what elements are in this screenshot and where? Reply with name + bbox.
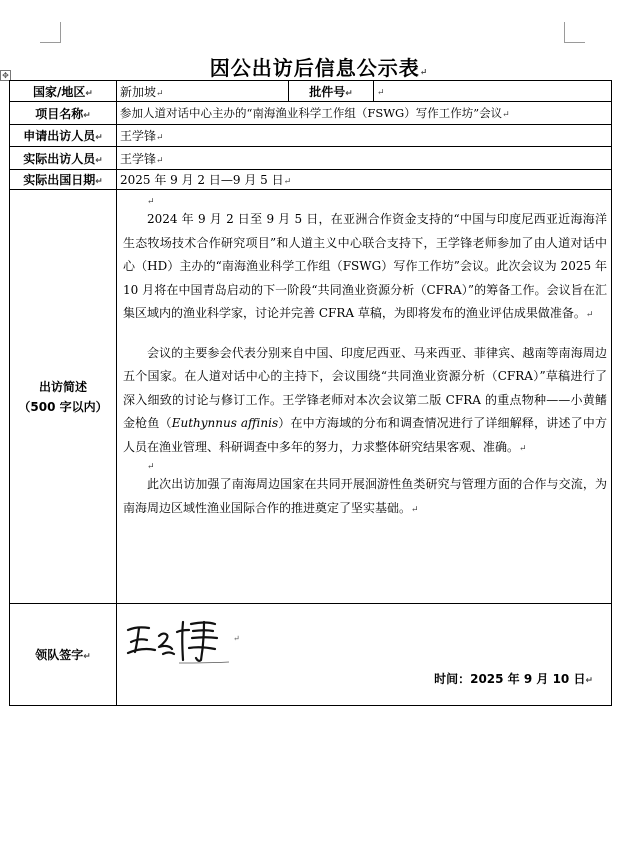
project-label: 项目名称↵ bbox=[10, 102, 117, 125]
paragraph-mark-icon: ↵ bbox=[147, 197, 155, 207]
project-value[interactable]: 参加人道对话中心主办的“南海渔业科学工作组（FSWG）写作工作坊”会议↵ bbox=[117, 102, 612, 125]
dates-value[interactable]: 2025 年 9 月 2 日—9 月 5 日↵ bbox=[117, 170, 612, 190]
summary-paragraph-1: 2024 年 9 月 2 日至 9 月 5 日，在亚洲合作资金支持的“中国与印度尼西亚近海海洋生态牧场技术合作研究项目”和人道主义中心联合支持下，王学锋老师参加了由人道对话中心（HD）主办的“南海渔业科学工作组（FSWG）写作工作坊”会议。此次会议为 2025 年 10 月将在中国青岛启动的下一阶段“共同渔业资源分析（CFRA）”的筹备工作。会议旨在汇集区域内的渔业科学家，讨论并完善 CFRA 草稿，为即将发布的渔业评估成果做准备。↵ bbox=[123, 212, 607, 320]
crop-mark-top-right bbox=[564, 22, 585, 43]
title-text: 因公出访后信息公示表 bbox=[209, 56, 420, 80]
paragraph-mark-icon: ↵ bbox=[419, 68, 429, 78]
paragraph-mark-icon: ↵ bbox=[147, 462, 155, 472]
signature-cell[interactable] bbox=[117, 604, 612, 706]
row-signature bbox=[10, 604, 612, 706]
applicant-label: 申请出访人员↵ bbox=[10, 125, 117, 147]
paragraph-mark-icon: ↵ bbox=[233, 634, 240, 643]
row-project bbox=[10, 102, 612, 125]
summary-label bbox=[10, 190, 117, 604]
species-name: Euthynnus affinis bbox=[171, 416, 279, 430]
row-dates bbox=[10, 170, 612, 190]
dates-label: 实际出国日期↵ bbox=[10, 170, 117, 190]
actual-value[interactable]: 王学锋↵ bbox=[117, 147, 612, 170]
signature-label: 领队签字↵ bbox=[10, 604, 117, 706]
summary-paragraph-3: 此次出访加强了南海周边国家在共同开展洄游性鱼类研究与管理方面的合作与交流，为南海周边区域性渔业国际合作的推进奠定了坚实基础。↵ bbox=[123, 477, 607, 515]
info-table bbox=[9, 80, 612, 706]
row-country bbox=[10, 81, 612, 102]
row-applicant bbox=[10, 125, 612, 147]
applicant-value[interactable]: 王学锋↵ bbox=[117, 125, 612, 147]
actual-label: 实际出访人员↵ bbox=[10, 147, 117, 170]
handwritten-signature bbox=[125, 616, 235, 666]
signature-date: 时间：2025 年 9 月 10 日↵ bbox=[434, 672, 593, 686]
row-summary bbox=[10, 190, 612, 604]
approval-label: 批件号↵ bbox=[289, 81, 374, 102]
approval-value[interactable]: ↵ bbox=[374, 81, 612, 102]
summary-label-line1: 出访简述 bbox=[38, 379, 87, 394]
summary-paragraph-2: 会议的主要参会代表分别来自中国、印度尼西亚、马来西亚、菲律宾、越南等南海周边五个国家。在人道对话中心的主持下，会议围绕“共同渔业资源分析（CFRA）”草稿进行了深入细致的讨论与修订工作。王学锋老师对本次会议第二版 CFRA 的重点物种——小黄鳍金枪鱼（Euthynnus affinis）在中方海域的分布和调查情况进行了详细解释，讲述了中方人员在渔业管理、科研调查中多年的努力，力求整体研究结果客观、准确。↵ bbox=[123, 345, 607, 454]
page-title bbox=[0, 52, 638, 81]
country-value[interactable]: 新加坡↵ bbox=[117, 81, 289, 102]
crop-mark-top-left bbox=[40, 22, 61, 43]
row-actual bbox=[10, 147, 612, 170]
summary-text[interactable] bbox=[117, 190, 612, 604]
summary-label-line2: （500 字以内） bbox=[18, 399, 108, 414]
move-handle-icon[interactable]: ✥ bbox=[0, 70, 11, 81]
country-label: 国家/地区↵ bbox=[10, 81, 117, 102]
